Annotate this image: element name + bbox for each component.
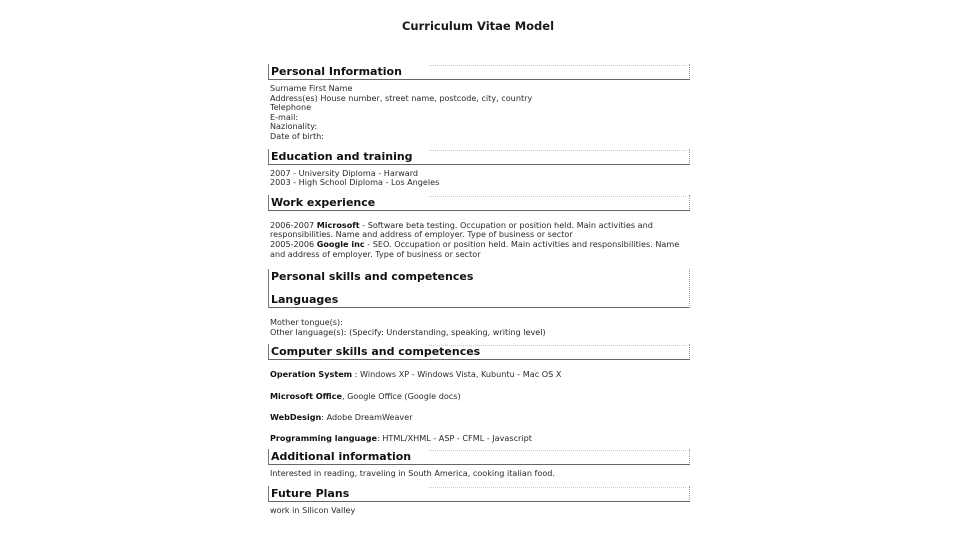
skill-value: : Adobe DreamWeaver: [321, 411, 413, 422]
skill-operation-system: [270, 370, 690, 380]
dotted-rule: [429, 196, 686, 198]
skill-value: , Google Office (Google docs): [341, 390, 461, 401]
job-employer: Google inc: [316, 238, 365, 249]
personal-address-line: Address(es) House number, street name, postcode, city, country: [270, 92, 533, 103]
job-entry: [270, 221, 690, 240]
additional-information-text: Interested in reading, traveling in South America, cooking italian food.: [270, 468, 556, 479]
mother-tongue-line: Mother tongue(s):: [270, 317, 343, 328]
personal-information-heading: [268, 64, 690, 80]
job-description: - SEO. Occupation or position held. Main activities and responsibilities. Name and address of employer. Type of business or sector: [270, 238, 680, 259]
languages-body: [268, 318, 690, 337]
cv-document: [268, 64, 690, 516]
skill-label: Microsoft Office: [270, 390, 342, 401]
work-experience-heading: [268, 195, 690, 211]
skill-value: : HTML/XHML - ASP - CFML - Javascript: [377, 432, 532, 443]
education-body: [268, 169, 690, 188]
future-plans-text: work in Silicon Valley: [270, 505, 356, 516]
page-title: Curriculum Vitae Model: [401, 19, 555, 33]
skill-programming-language: [270, 434, 690, 444]
personal-birth-line: Date of birth:: [270, 130, 325, 141]
education-item: 2007 - University Diploma - Harward: [270, 167, 419, 178]
languages-heading-text: Languages: [271, 293, 339, 307]
personal-skills-heading: [269, 269, 689, 284]
work-experience-body: [268, 221, 690, 259]
education-heading-text: Education and training: [271, 149, 413, 163]
dotted-rule: [429, 450, 686, 452]
personal-information-heading-text: Personal Information: [271, 65, 402, 78]
future-plans-heading: [268, 486, 690, 502]
skill-microsoft-office: [270, 392, 690, 402]
job-description: - Software beta testing. Occupation or position held. Main activities and responsibilities. Name and address of employer. Type of business or sector: [270, 219, 653, 240]
computer-skills-heading: [268, 344, 690, 360]
skill-label: WebDesign: [270, 411, 322, 422]
additional-information-heading: [268, 449, 690, 465]
dotted-rule: [429, 487, 686, 489]
skill-label: Programming language: [270, 432, 378, 443]
job-years: 2006-2007: [270, 219, 317, 230]
work-experience-heading-text: Work experience: [271, 195, 376, 209]
future-plans-heading-text: Future Plans: [271, 487, 350, 501]
education-heading: [268, 149, 690, 165]
skill-value: : Windows XP - Windows Vista, Kubuntu - Mac OS X: [352, 369, 562, 380]
skill-webdesign: [270, 413, 690, 423]
dotted-rule: [429, 345, 686, 347]
personal-telephone-line: Telephone: [270, 102, 312, 113]
job-years: 2005-2006: [270, 238, 317, 249]
additional-information-body: [268, 469, 690, 479]
job-employer: Microsoft: [316, 219, 360, 230]
skill-label: Operation System: [270, 369, 353, 380]
other-languages-line: Other language(s): (Specify: Understanding, speaking, writing level): [270, 326, 546, 337]
skills-languages-box: [268, 269, 690, 308]
dotted-rule: [429, 65, 686, 67]
personal-email-line: E-mail:: [270, 111, 299, 122]
personal-skills-heading-text: Personal skills and competences: [271, 270, 474, 284]
personal-name-line: Surname First Name: [270, 83, 353, 93]
future-plans-body: [268, 506, 690, 516]
computer-skills-body: [268, 370, 690, 443]
education-item: 2003 - High School Diploma - Los Angeles: [270, 177, 440, 188]
languages-heading: [269, 292, 689, 308]
personal-nationality-line: Nazionality:: [270, 121, 318, 132]
job-entry: [270, 240, 690, 259]
personal-information-body: [268, 84, 690, 142]
computer-skills-heading-text: Computer skills and competences: [271, 345, 481, 359]
additional-information-heading-text: Additional information: [271, 450, 412, 464]
dotted-rule: [429, 150, 686, 152]
